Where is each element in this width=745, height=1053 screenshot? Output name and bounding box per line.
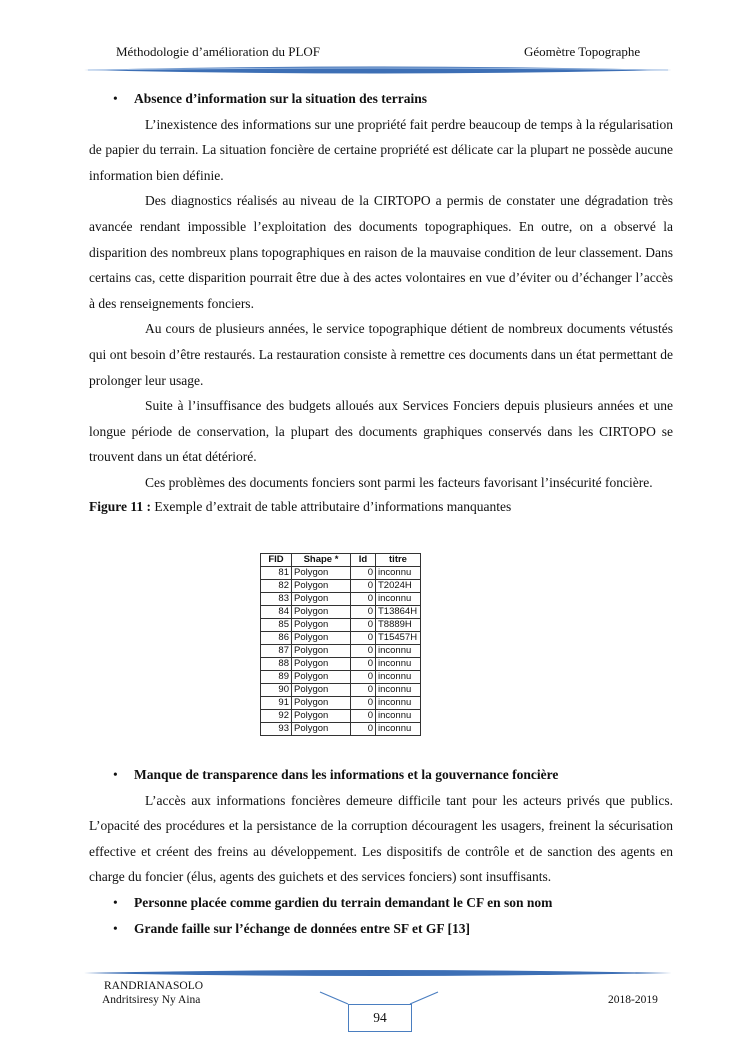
- column-header-shape: Shape *: [292, 554, 351, 567]
- cell-titre: inconnu: [376, 671, 421, 684]
- cell-titre: T8889H: [376, 619, 421, 632]
- cell-shape: Polygon: [292, 723, 351, 736]
- cell-fid: 83: [261, 593, 292, 606]
- table-row: [261, 723, 421, 736]
- cell-id: 0: [351, 606, 376, 619]
- bullet-heading-text: Absence d’information sur la situation des terrains: [134, 91, 428, 106]
- column-header-fid: FID: [261, 554, 292, 567]
- cell-shape: Polygon: [292, 645, 351, 658]
- footer-year: 2018-2019: [608, 994, 658, 1006]
- bullet-heading-text: Grande faille sur l’échange de données entre SF et GF [13]: [134, 920, 470, 936]
- cell-titre: T15457H: [376, 632, 421, 645]
- cell-fid: 81: [261, 567, 292, 580]
- table-row: [261, 567, 421, 580]
- footer-author-line1: RANDRIANASOLO: [104, 980, 204, 992]
- paragraph: Suite à l’insuffisance des budgets alloués aux Services Fonciers depuis plusieurs années et une longue période de conservation, la plupart des documents graphiques conservés dans les CIRTOPO se trouvent dans un état détérioré.: [89, 398, 673, 465]
- bullet-heading: [89, 890, 673, 916]
- cell-shape: Polygon: [292, 619, 351, 632]
- main-content: [89, 86, 673, 518]
- table-row: [261, 697, 421, 710]
- attribute-table: [260, 553, 421, 736]
- footer-rule: [0, 968, 745, 978]
- paragraph: Des diagnostics réalisés au niveau de la CIRTOPO a permis de constater une dégradation très avancée rendant impossible l’exploitation des documents topographiques. En outre, on a observé la disparition des nombreux plans topographiques en raison de la mauvaise condition de leur classement. Dans certains cas, cette disparition pourrait être due à des actes volontaires en vue d’éviter ou d’échanger l’accès à des renseignements fonciers.: [89, 193, 673, 311]
- bullet-dot: •: [113, 894, 118, 910]
- cell-fid: 90: [261, 684, 292, 697]
- cell-fid: 84: [261, 606, 292, 619]
- paragraph: Ces problèmes des documents fonciers sont parmi les facteurs favorisant l’insécurité foncière.: [145, 474, 653, 490]
- cell-shape: Polygon: [292, 593, 351, 606]
- cell-id: 0: [351, 710, 376, 723]
- cell-titre: inconnu: [376, 658, 421, 671]
- cell-fid: 89: [261, 671, 292, 684]
- cell-titre: inconnu: [376, 697, 421, 710]
- table-row: [261, 606, 421, 619]
- bullet-heading: [89, 762, 673, 788]
- cell-titre: inconnu: [376, 593, 421, 606]
- cell-titre: T13864H: [376, 606, 421, 619]
- cell-titre: inconnu: [376, 567, 421, 580]
- figure-caption: [89, 496, 673, 518]
- table-row: [261, 684, 421, 697]
- cell-id: 0: [351, 632, 376, 645]
- paragraph: L’accès aux informations foncières demeure difficile tant pour les acteurs privés que publics. L’opacité des procédures et la persistance de la corruption découragent les usagers, freinent la sécurisation effective et créent des freins au développement. Les dispositifs de contrôle et de sanction des agents en charge du foncier (élus, agents des guichets et des services fonciers) sont insuffisants.: [89, 792, 673, 885]
- footer-author-line2: Andritsiresy Ny Aina: [102, 994, 201, 1006]
- column-header-titre: titre: [376, 554, 421, 567]
- header-title-left: Méthodologie d’amélioration du PLOF: [116, 44, 321, 59]
- paragraph: Au cours de plusieurs années, le service topographique détient de nombreux documents vétustés qui ont besoin d’être restaurés. La restauration consiste à remettre ces documents dans un état permettant de prolonger leur usage.: [89, 321, 673, 388]
- cell-id: 0: [351, 684, 376, 697]
- header-rule: [0, 64, 745, 76]
- header-title-right: Géomètre Topographe: [524, 44, 641, 59]
- cell-titre: inconnu: [376, 684, 421, 697]
- bullet-dot: •: [113, 767, 118, 782]
- cell-shape: Polygon: [292, 684, 351, 697]
- cell-id: 0: [351, 723, 376, 736]
- cell-titre: inconnu: [376, 645, 421, 658]
- table-row: [261, 658, 421, 671]
- table-row: [261, 671, 421, 684]
- cell-shape: Polygon: [292, 710, 351, 723]
- cell-shape: Polygon: [292, 567, 351, 580]
- cell-id: 0: [351, 645, 376, 658]
- cell-shape: Polygon: [292, 580, 351, 593]
- cell-shape: Polygon: [292, 606, 351, 619]
- attribute-table-figure: [260, 553, 428, 739]
- cell-shape: Polygon: [292, 658, 351, 671]
- cell-id: 0: [351, 671, 376, 684]
- cell-fid: 86: [261, 632, 292, 645]
- cell-id: 0: [351, 580, 376, 593]
- cell-fid: 91: [261, 697, 292, 710]
- bullet-dot: •: [113, 920, 118, 936]
- bullet-dot: •: [113, 91, 118, 106]
- table-row: [261, 632, 421, 645]
- table-row: [261, 580, 421, 593]
- cell-id: 0: [351, 697, 376, 710]
- cell-id: 0: [351, 658, 376, 671]
- bullet-heading: [89, 916, 673, 942]
- cell-id: 0: [351, 567, 376, 580]
- cell-titre: inconnu: [376, 723, 421, 736]
- table-row: [261, 593, 421, 606]
- table-header-row: [261, 554, 421, 567]
- cell-id: 0: [351, 593, 376, 606]
- cell-titre: inconnu: [376, 710, 421, 723]
- table-row: [261, 619, 421, 632]
- figure-label: Figure 11 :: [89, 498, 151, 514]
- cell-titre: T2024H: [376, 580, 421, 593]
- table-row: [261, 710, 421, 723]
- cell-fid: 92: [261, 710, 292, 723]
- cell-fid: 88: [261, 658, 292, 671]
- bullet-heading-text: Personne placée comme gardien du terrain demandant le CF en son nom: [134, 894, 553, 910]
- main-content-continued: [89, 762, 673, 941]
- table-row: [261, 645, 421, 658]
- paragraph: L’inexistence des informations sur une propriété fait perdre beaucoup de temps à la régularisation de papier du terrain. La situation foncière de certaine propriété est délicate car la plupart ne possède aucune information bien définie.: [89, 116, 673, 183]
- cell-id: 0: [351, 619, 376, 632]
- bullet-heading-text: Manque de transparence dans les informations et la gouvernance foncière: [134, 767, 559, 782]
- figure-caption-text: Exemple d’extrait de table attributaire d’informations manquantes: [151, 498, 512, 514]
- cell-shape: Polygon: [292, 632, 351, 645]
- cell-shape: Polygon: [292, 671, 351, 684]
- cell-fid: 87: [261, 645, 292, 658]
- cell-fid: 93: [261, 723, 292, 736]
- cell-fid: 82: [261, 580, 292, 593]
- bullet-heading: [89, 86, 673, 112]
- cell-shape: Polygon: [292, 697, 351, 710]
- cell-fid: 85: [261, 619, 292, 632]
- page-number: 94: [348, 1004, 412, 1032]
- column-header-id: Id: [351, 554, 376, 567]
